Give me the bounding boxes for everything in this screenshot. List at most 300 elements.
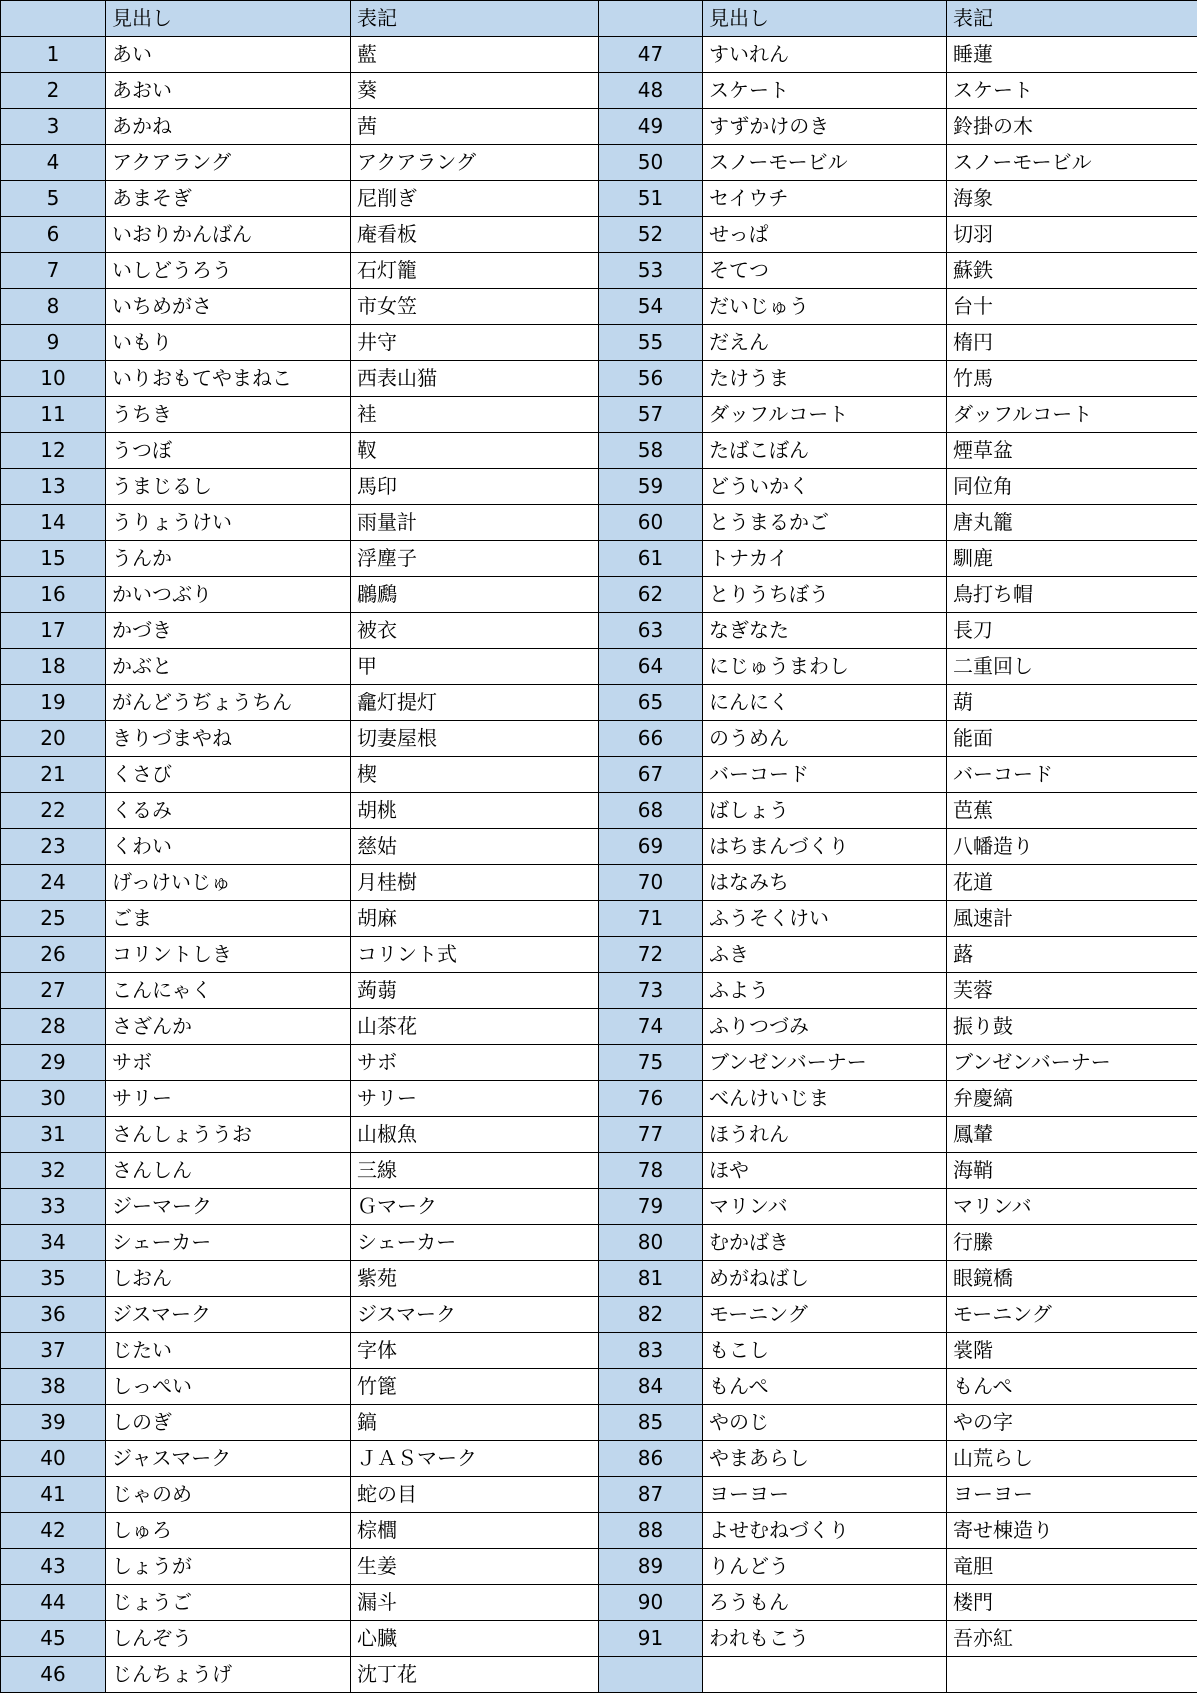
- heading-cell: ふりつづみ: [703, 1009, 947, 1045]
- heading-cell: だいじゅう: [703, 289, 947, 325]
- notation-cell: やの字: [947, 1405, 1197, 1441]
- table-row: [1, 1081, 1197, 1117]
- row-number: 45: [1, 1621, 106, 1657]
- notation-cell: 切羽: [947, 217, 1197, 253]
- table-row: [1, 1225, 1197, 1261]
- row-number: 32: [1, 1153, 106, 1189]
- notation-cell: 睡蓮: [947, 37, 1197, 73]
- heading-cell: しょうが: [106, 1549, 351, 1585]
- row-number: 6: [1, 217, 106, 253]
- row-number: 56: [599, 361, 703, 397]
- row-number: 77: [599, 1117, 703, 1153]
- row-number: 63: [599, 613, 703, 649]
- header-row: [1, 1, 1197, 37]
- notation-cell: スノーモービル: [947, 145, 1197, 181]
- notation-cell: 楼門: [947, 1585, 1197, 1621]
- notation-cell: 鈴掛の木: [947, 109, 1197, 145]
- heading-cell: とりうちぼう: [703, 577, 947, 613]
- notation-cell: バーコード: [947, 757, 1197, 793]
- heading-cell: いしどうろう: [106, 253, 351, 289]
- heading-cell: ジーマーク: [106, 1189, 351, 1225]
- row-number: 33: [1, 1189, 106, 1225]
- heading-cell: じたい: [106, 1333, 351, 1369]
- table-row: [1, 181, 1197, 217]
- row-number: 4: [1, 145, 106, 181]
- heading-cell: せっぱ: [703, 217, 947, 253]
- heading-cell: ジスマーク: [106, 1297, 351, 1333]
- heading-cell: スノーモービル: [703, 145, 947, 181]
- heading-cell: にんにく: [703, 685, 947, 721]
- heading-cell: だえん: [703, 325, 947, 361]
- notation-cell: 二重回し: [947, 649, 1197, 685]
- heading-cell: もこし: [703, 1333, 947, 1369]
- notation-cell: 楕円: [947, 325, 1197, 361]
- row-number: 88: [599, 1513, 703, 1549]
- notation-cell: 慈姑: [351, 829, 599, 865]
- notation-cell: 甲: [351, 649, 599, 685]
- heading-cell: ヨーヨー: [703, 1477, 947, 1513]
- notation-cell: 石灯籠: [351, 253, 599, 289]
- table-row: [1, 325, 1197, 361]
- heading-cell: とうまるかご: [703, 505, 947, 541]
- row-number: 21: [1, 757, 106, 793]
- row-number: 5: [1, 181, 106, 217]
- table-row: [1, 361, 1197, 397]
- row-number: 41: [1, 1477, 106, 1513]
- row-number: 55: [599, 325, 703, 361]
- heading-cell: うちき: [106, 397, 351, 433]
- row-number: 42: [1, 1513, 106, 1549]
- row-number: 23: [1, 829, 106, 865]
- heading-cell: サボ: [106, 1045, 351, 1081]
- heading-cell: うりょうけい: [106, 505, 351, 541]
- row-number: 3: [1, 109, 106, 145]
- notation-cell: 鎬: [351, 1405, 599, 1441]
- notation-cell: 蒟蒻: [351, 973, 599, 1009]
- heading-cell: じゃのめ: [106, 1477, 351, 1513]
- row-number: 74: [599, 1009, 703, 1045]
- heading-cell: うまじるし: [106, 469, 351, 505]
- notation-cell: Ｇマーク: [351, 1189, 599, 1225]
- row-number: 36: [1, 1297, 106, 1333]
- row-number: 58: [599, 433, 703, 469]
- heading-cell: やのじ: [703, 1405, 947, 1441]
- notation-cell: 芙蓉: [947, 973, 1197, 1009]
- notation-cell: 能面: [947, 721, 1197, 757]
- notation-cell: 海象: [947, 181, 1197, 217]
- notation-cell: 裳階: [947, 1333, 1197, 1369]
- table-row: [1, 1333, 1197, 1369]
- table-row: [1, 253, 1197, 289]
- table-row: [1, 433, 1197, 469]
- header-notation-right: 表記: [947, 1, 1197, 37]
- heading-cell: げっけいじゅ: [106, 865, 351, 901]
- row-number: 87: [599, 1477, 703, 1513]
- notation-cell: 葵: [351, 73, 599, 109]
- header-heading-left: 見出し: [106, 1, 351, 37]
- heading-cell: しゅろ: [106, 1513, 351, 1549]
- row-number: 31: [1, 1117, 106, 1153]
- notation-cell: ブンゼンバーナー: [947, 1045, 1197, 1081]
- table-row: [1, 793, 1197, 829]
- notation-cell: 行縢: [947, 1225, 1197, 1261]
- heading-cell: しっぺい: [106, 1369, 351, 1405]
- heading-cell: さざんか: [106, 1009, 351, 1045]
- heading-cell: くわい: [106, 829, 351, 865]
- heading-cell: はちまんづくり: [703, 829, 947, 865]
- row-number: 20: [1, 721, 106, 757]
- row-number: 7: [1, 253, 106, 289]
- heading-cell: ばしょう: [703, 793, 947, 829]
- row-number: 52: [599, 217, 703, 253]
- notation-cell: 花道: [947, 865, 1197, 901]
- table-row: [1, 613, 1197, 649]
- notation-cell: 山椒魚: [351, 1117, 599, 1153]
- notation-cell: ＪＡＳマーク: [351, 1441, 599, 1477]
- heading-cell: コリントしき: [106, 937, 351, 973]
- notation-cell: 浮塵子: [351, 541, 599, 577]
- table-row: [1, 145, 1197, 181]
- table-row: [1, 1513, 1197, 1549]
- heading-cell: うつぼ: [106, 433, 351, 469]
- notation-cell: 紫苑: [351, 1261, 599, 1297]
- table-row: [1, 937, 1197, 973]
- table-row: [1, 1045, 1197, 1081]
- notation-cell: 竹篦: [351, 1369, 599, 1405]
- heading-cell: いちめがさ: [106, 289, 351, 325]
- notation-cell: 山荒らし: [947, 1441, 1197, 1477]
- heading-cell: めがねばし: [703, 1261, 947, 1297]
- notation-cell: 馴鹿: [947, 541, 1197, 577]
- notation-cell: 蕗: [947, 937, 1197, 973]
- row-number: 48: [599, 73, 703, 109]
- table-row: [1, 37, 1197, 73]
- notation-cell: 棕櫚: [351, 1513, 599, 1549]
- notation-cell: 胡麻: [351, 901, 599, 937]
- header-heading-right: 見出し: [703, 1, 947, 37]
- row-number: 61: [599, 541, 703, 577]
- table-row: [1, 1477, 1197, 1513]
- heading-cell: ごま: [106, 901, 351, 937]
- heading-cell: すずかけのき: [703, 109, 947, 145]
- notation-cell: 心臓: [351, 1621, 599, 1657]
- table-row: [1, 1117, 1197, 1153]
- row-number: 10: [1, 361, 106, 397]
- notation-cell: 芭蕉: [947, 793, 1197, 829]
- heading-cell: あかね: [106, 109, 351, 145]
- notation-cell: 寄せ棟造り: [947, 1513, 1197, 1549]
- table-row: [1, 1549, 1197, 1585]
- table-row: [1, 1585, 1197, 1621]
- notation-cell: 台十: [947, 289, 1197, 325]
- notation-cell: 楔: [351, 757, 599, 793]
- row-number: 46: [1, 1657, 106, 1693]
- row-number: 79: [599, 1189, 703, 1225]
- row-number: 75: [599, 1045, 703, 1081]
- row-number: 53: [599, 253, 703, 289]
- notation-cell: 振り鼓: [947, 1009, 1197, 1045]
- row-number: 65: [599, 685, 703, 721]
- table-row: [1, 1441, 1197, 1477]
- heading-cell: すいれん: [703, 37, 947, 73]
- row-number: 49: [599, 109, 703, 145]
- row-number: 14: [1, 505, 106, 541]
- notation-cell: 庵看板: [351, 217, 599, 253]
- notation-cell: 馬印: [351, 469, 599, 505]
- row-number: 91: [599, 1621, 703, 1657]
- notation-cell: 尼削ぎ: [351, 181, 599, 217]
- notation-cell: 袿: [351, 397, 599, 433]
- header-number-right: [599, 1, 703, 37]
- row-number: 72: [599, 937, 703, 973]
- row-number: 85: [599, 1405, 703, 1441]
- notation-cell: 三線: [351, 1153, 599, 1189]
- heading-cell: もんぺ: [703, 1369, 947, 1405]
- notation-cell: 弁慶縞: [947, 1081, 1197, 1117]
- row-number: 47: [599, 37, 703, 73]
- row-number: 80: [599, 1225, 703, 1261]
- notation-cell: 唐丸籠: [947, 505, 1197, 541]
- heading-cell: たばこぼん: [703, 433, 947, 469]
- row-number: 67: [599, 757, 703, 793]
- notation-cell: 煙草盆: [947, 433, 1197, 469]
- row-number: 39: [1, 1405, 106, 1441]
- table-row: [1, 1621, 1197, 1657]
- heading-cell: かいつぶり: [106, 577, 351, 613]
- heading-cell: マリンバ: [703, 1189, 947, 1225]
- row-number: 71: [599, 901, 703, 937]
- heading-cell: ジャスマーク: [106, 1441, 351, 1477]
- table-row: [1, 1189, 1197, 1225]
- heading-cell: いりおもてやまねこ: [106, 361, 351, 397]
- table-row: [1, 541, 1197, 577]
- heading-cell: しおん: [106, 1261, 351, 1297]
- heading-cell: あい: [106, 37, 351, 73]
- notation-cell: 八幡造り: [947, 829, 1197, 865]
- heading-cell: ブンゼンバーナー: [703, 1045, 947, 1081]
- notation-cell: 海鞘: [947, 1153, 1197, 1189]
- notation-cell: 山茶花: [351, 1009, 599, 1045]
- row-number: 22: [1, 793, 106, 829]
- row-number: 25: [1, 901, 106, 937]
- heading-cell: あおい: [106, 73, 351, 109]
- table-row: [1, 1297, 1197, 1333]
- row-number: 9: [1, 325, 106, 361]
- notation-cell: 沈丁花: [351, 1657, 599, 1693]
- heading-cell: よせむねづくり: [703, 1513, 947, 1549]
- row-number: 89: [599, 1549, 703, 1585]
- row-number: 1: [1, 37, 106, 73]
- heading-cell: サリー: [106, 1081, 351, 1117]
- heading-cell: くさび: [106, 757, 351, 793]
- notation-cell: 長刀: [947, 613, 1197, 649]
- row-number: 17: [1, 613, 106, 649]
- notation-cell: 蘇鉄: [947, 253, 1197, 289]
- row-number: 68: [599, 793, 703, 829]
- heading-cell: あまそぎ: [106, 181, 351, 217]
- row-number: 35: [1, 1261, 106, 1297]
- row-number: 28: [1, 1009, 106, 1045]
- row-number: 66: [599, 721, 703, 757]
- heading-cell: うんか: [106, 541, 351, 577]
- notation-cell: ジスマーク: [351, 1297, 599, 1333]
- heading-cell: さんしょううお: [106, 1117, 351, 1153]
- table-row: [1, 865, 1197, 901]
- row-number: 12: [1, 433, 106, 469]
- heading-cell: スケート: [703, 73, 947, 109]
- heading-cell: のうめん: [703, 721, 947, 757]
- heading-cell: ふよう: [703, 973, 947, 1009]
- row-number: 70: [599, 865, 703, 901]
- row-number: 8: [1, 289, 106, 325]
- notation-cell: サリー: [351, 1081, 599, 1117]
- heading-cell: にじゅうまわし: [703, 649, 947, 685]
- row-number: 37: [1, 1333, 106, 1369]
- row-number: 44: [1, 1585, 106, 1621]
- heading-cell: われもこう: [703, 1621, 947, 1657]
- table-row: [1, 829, 1197, 865]
- row-number: 51: [599, 181, 703, 217]
- notation-cell: 漏斗: [351, 1585, 599, 1621]
- heading-cell: ほや: [703, 1153, 947, 1189]
- table-row: [1, 109, 1197, 145]
- notation-cell: 蛇の目: [351, 1477, 599, 1513]
- notation-cell: 生姜: [351, 1549, 599, 1585]
- row-number: 84: [599, 1369, 703, 1405]
- notation-cell: 鳥打ち帽: [947, 577, 1197, 613]
- row-number: 73: [599, 973, 703, 1009]
- row-number: 60: [599, 505, 703, 541]
- row-number: 15: [1, 541, 106, 577]
- heading-cell: たけうま: [703, 361, 947, 397]
- heading-cell: じんちょうげ: [106, 1657, 351, 1693]
- row-number: 59: [599, 469, 703, 505]
- notation-cell: 字体: [351, 1333, 599, 1369]
- row-number: 57: [599, 397, 703, 433]
- row-number: 90: [599, 1585, 703, 1621]
- notation-cell: スケート: [947, 73, 1197, 109]
- row-number: 13: [1, 469, 106, 505]
- table-row: [1, 1153, 1197, 1189]
- heading-cell: くるみ: [106, 793, 351, 829]
- header-number-left: [1, 1, 106, 37]
- notation-cell: 同位角: [947, 469, 1197, 505]
- heading-cell: ダッフルコート: [703, 397, 947, 433]
- table-row: [1, 289, 1197, 325]
- table-row: [1, 505, 1197, 541]
- row-number: 50: [599, 145, 703, 181]
- heading-cell: どういかく: [703, 469, 947, 505]
- row-number: 78: [599, 1153, 703, 1189]
- heading-cell: りんどう: [703, 1549, 947, 1585]
- heading-cell: そてつ: [703, 253, 947, 289]
- notation-cell: マリンバ: [947, 1189, 1197, 1225]
- notation-cell: アクアラング: [351, 145, 599, 181]
- notation-cell: 鳳輦: [947, 1117, 1197, 1153]
- heading-cell: かぶと: [106, 649, 351, 685]
- row-number: 40: [1, 1441, 106, 1477]
- row-number: 69: [599, 829, 703, 865]
- notation-cell: 井守: [351, 325, 599, 361]
- notation-cell: ダッフルコート: [947, 397, 1197, 433]
- row-number: 83: [599, 1333, 703, 1369]
- row-number: 24: [1, 865, 106, 901]
- table-row: [1, 685, 1197, 721]
- heading-cell: やまあらし: [703, 1441, 947, 1477]
- row-number: 30: [1, 1081, 106, 1117]
- heading-cell: はなみち: [703, 865, 947, 901]
- row-number: 43: [1, 1549, 106, 1585]
- notation-cell: 龕灯提灯: [351, 685, 599, 721]
- heading-cell: しのぎ: [106, 1405, 351, 1441]
- heading-cell: シェーカー: [106, 1225, 351, 1261]
- header-notation-left: 表記: [351, 1, 599, 37]
- table-row: [1, 1657, 1197, 1693]
- heading-cell: しんぞう: [106, 1621, 351, 1657]
- notation-cell: 月桂樹: [351, 865, 599, 901]
- heading-cell: ふうそくけい: [703, 901, 947, 937]
- table-row: [1, 73, 1197, 109]
- heading-cell: いおりかんばん: [106, 217, 351, 253]
- row-number: 16: [1, 577, 106, 613]
- notation-cell: 鸊鷉: [351, 577, 599, 613]
- row-number: 76: [599, 1081, 703, 1117]
- table-row: [1, 217, 1197, 253]
- notation-cell: ヨーヨー: [947, 1477, 1197, 1513]
- row-number: 2: [1, 73, 106, 109]
- empty-cell: [703, 1657, 947, 1693]
- notation-cell: サボ: [351, 1045, 599, 1081]
- row-number: 18: [1, 649, 106, 685]
- empty-cell: [947, 1657, 1197, 1693]
- heading-cell: トナカイ: [703, 541, 947, 577]
- notation-cell: 吾亦紅: [947, 1621, 1197, 1657]
- table-row: [1, 1369, 1197, 1405]
- heading-cell: かづき: [106, 613, 351, 649]
- row-number: 27: [1, 973, 106, 1009]
- notation-cell: 風速計: [947, 901, 1197, 937]
- heading-cell: べんけいじま: [703, 1081, 947, 1117]
- heading-cell: がんどうぢょうちん: [106, 685, 351, 721]
- notation-cell: シェーカー: [351, 1225, 599, 1261]
- table-row: [1, 1009, 1197, 1045]
- heading-cell: アクアラング: [106, 145, 351, 181]
- table-row: [1, 901, 1197, 937]
- row-number: 62: [599, 577, 703, 613]
- heading-cell: バーコード: [703, 757, 947, 793]
- notation-cell: モーニング: [947, 1297, 1197, 1333]
- table-row: [1, 1261, 1197, 1297]
- table-row: [1, 577, 1197, 613]
- notation-cell: 眼鏡橋: [947, 1261, 1197, 1297]
- row-number: 81: [599, 1261, 703, 1297]
- heading-cell: モーニング: [703, 1297, 947, 1333]
- notation-cell: コリント式: [351, 937, 599, 973]
- heading-cell: いもり: [106, 325, 351, 361]
- notation-cell: 竹馬: [947, 361, 1197, 397]
- row-number: 11: [1, 397, 106, 433]
- notation-cell: 西表山猫: [351, 361, 599, 397]
- notation-cell: 胡桃: [351, 793, 599, 829]
- notation-cell: 茜: [351, 109, 599, 145]
- row-number: 34: [1, 1225, 106, 1261]
- notation-cell: 竜胆: [947, 1549, 1197, 1585]
- heading-cell: ろうもん: [703, 1585, 947, 1621]
- heading-cell: セイウチ: [703, 181, 947, 217]
- notation-cell: 市女笠: [351, 289, 599, 325]
- row-number: 38: [1, 1369, 106, 1405]
- notation-cell: 被衣: [351, 613, 599, 649]
